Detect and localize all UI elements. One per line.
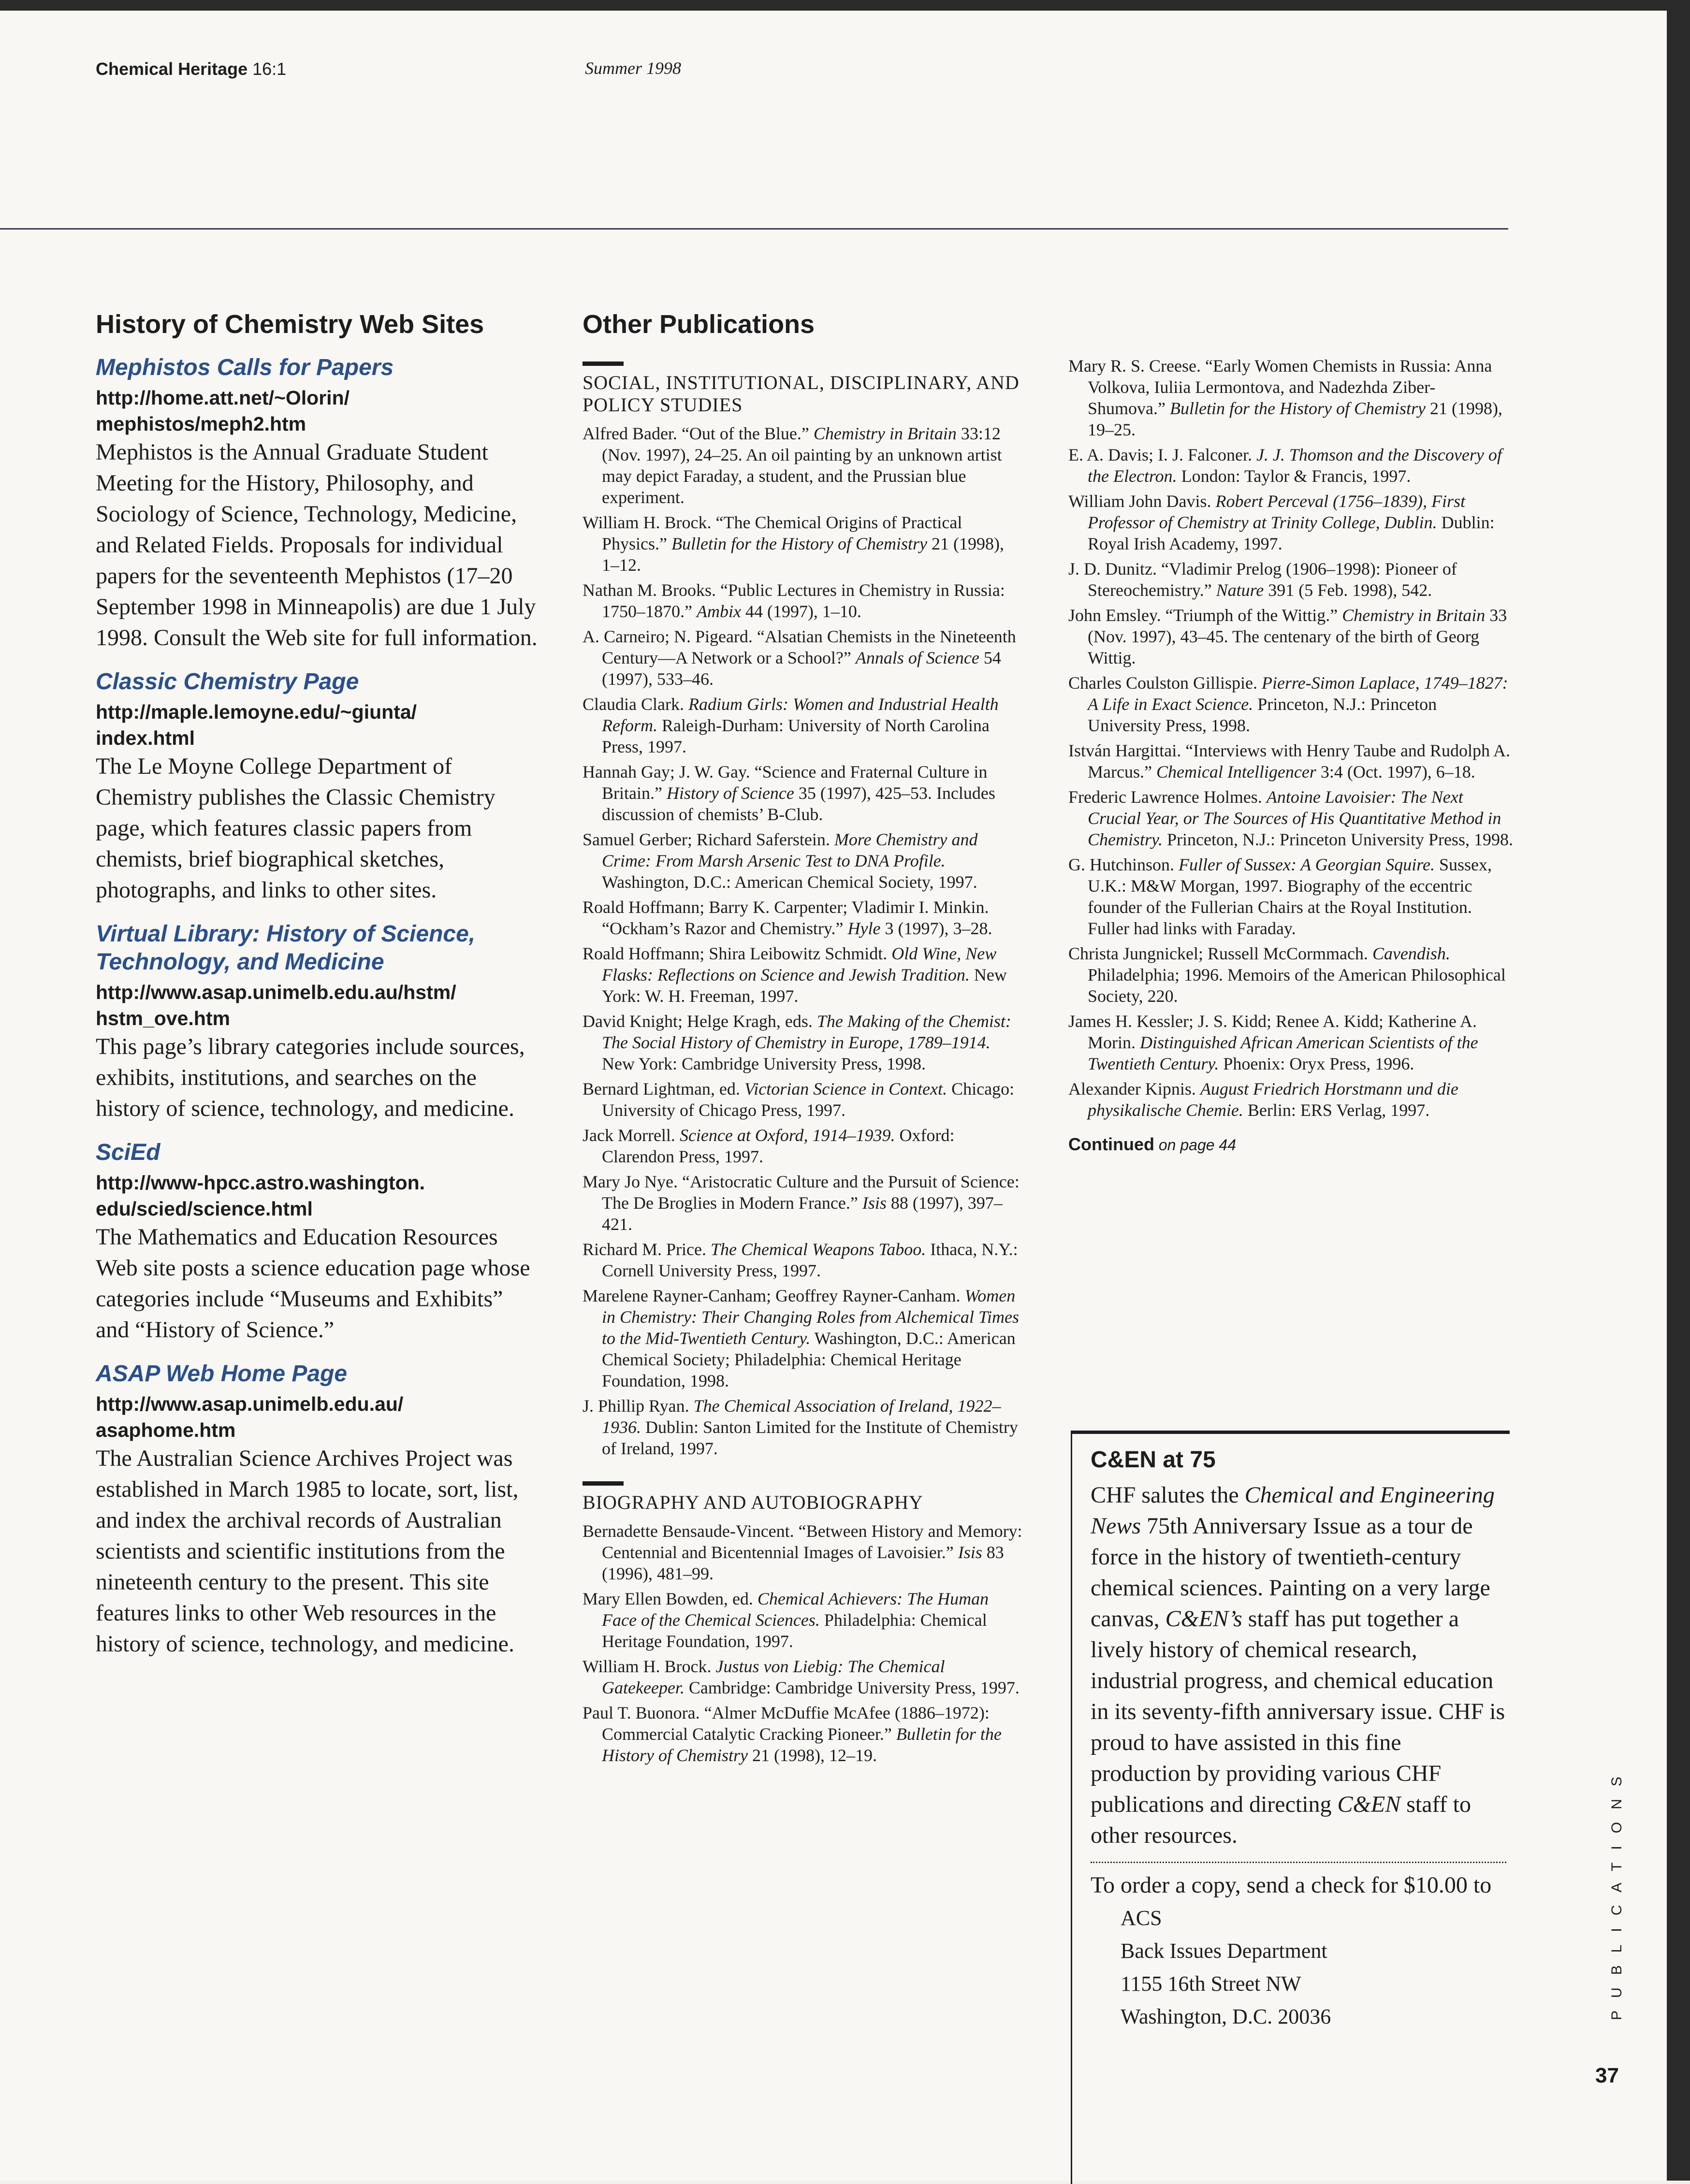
- citation-work-title: Victorian Science in Context.: [744, 1079, 947, 1099]
- citation-details: 21 (1998), 19–25.: [1088, 399, 1502, 439]
- citation-article-title: “Early Women Chemists in Russia: Anna Volkova, Iuliia Lermontova, and Nadezhda Ziber-Shumova.”: [1088, 356, 1492, 418]
- citation-entry: [583, 626, 1022, 690]
- citation-author: David Knight; Helge Kragh, eds.: [583, 1012, 817, 1031]
- citation-work-title: Chemical Intelligencer: [1156, 762, 1316, 781]
- site-description: The Mathematics and Education Resources Web site posts a science education page whose categories include “Museums and Exhibits” and “History of Science.”: [96, 1224, 530, 1343]
- citation-work-title: Bulletin for the History of Chemistry: [671, 534, 927, 553]
- dotted-divider: [1091, 1862, 1506, 1863]
- citation-work-title: Chemistry in Britain: [813, 424, 957, 443]
- citation-article-title: “Between History and Memory: Centennial and Bicentennial Images of Lavoisier.”: [602, 1521, 1022, 1562]
- site-url-line: http://maple.lemoyne.edu/~giunta/: [96, 701, 417, 723]
- citation-entry: [583, 1078, 1022, 1121]
- citation-entry: [583, 829, 1022, 893]
- subsection-heading: BIOGRAPHY AND AUTOBIOGRAPHY: [583, 1491, 923, 1513]
- web-sites-heading: History of Chemistry Web Sites: [96, 310, 484, 339]
- order-instructions: To order a copy, send a check for $10.00 to: [1091, 1872, 1492, 1898]
- citation-details: 33:12 (Nov. 1997), 24–25. An oil painting by an unknown artist may depict Faraday, a student, and the Prussian blue experiment.: [602, 424, 1002, 507]
- citation-details: 33 (Nov. 1997), 43–45. The centenary of the birth of Georg Wittig.: [1088, 606, 1507, 667]
- site-url: [96, 1391, 540, 1443]
- citation-article-title: “Almer McDuffie McAfee (1886–1972): Commercial Catalytic Cracking Pioneer.”: [602, 1703, 990, 1744]
- citation-article-title: “Science and Fraternal Culture in Britain.”: [602, 762, 988, 803]
- journal-volume: 16:1: [248, 59, 287, 79]
- citation-article-title: “Ockham’s Razor and Chemistry.”: [602, 919, 848, 938]
- citation-work-title: The Chemical Weapons Taboo.: [710, 1240, 926, 1259]
- citation-author: Bernard Lightman, ed.: [583, 1079, 744, 1099]
- subhead-rule: [583, 1481, 624, 1486]
- citation-details: London: Taylor & Francis, 1997.: [1177, 466, 1411, 486]
- citation-author: Mary R. S. Creese.: [1068, 356, 1205, 376]
- citation-entry: [583, 1239, 1022, 1281]
- site-title: Classic Chemistry Page: [96, 669, 359, 694]
- citation-details: 54 (1997), 533–46.: [602, 648, 1001, 689]
- citation-author: William H. Brock.: [583, 513, 716, 532]
- citation-work-title: Bulletin for the History of Chemistry: [602, 1724, 1002, 1765]
- citation-work-title: Distinguished African American Scientists of the Twentieth Century.: [1088, 1033, 1478, 1073]
- citation-details: Chicago: University of Chicago Press, 1997.: [602, 1079, 1015, 1120]
- citation-work-title: Robert Perceval (1756–1839), First Professor of Chemistry at Trinity College, Dublin.: [1088, 492, 1466, 532]
- continued-label: Continued: [1068, 1134, 1154, 1154]
- subhead-rule: [583, 362, 624, 366]
- address-line: 1155 16th Street NW: [1121, 1972, 1301, 1996]
- box-text-2: 75th Anniversary Issue as a tour de force in the history of twentieth-century chemical sciences. Painting on a very large canvas,: [1091, 1513, 1490, 1632]
- box-text-3: staff has put together a lively history of chemical research, industrial progress, and chemical education in its seventy-fifth anniversary issue. CHF is proud to have assisted in this fine production by providing various CHF publications and directing: [1091, 1606, 1505, 1817]
- site-title: Mephistos Calls for Papers: [96, 355, 394, 380]
- box-text-4: staff to other resources.: [1091, 1792, 1471, 1848]
- citation-details: 44 (1997), 1–10.: [741, 602, 861, 621]
- citation-details: Oxford: Clarendon Press, 1997.: [602, 1126, 955, 1166]
- site-url-line: http://www.asap.unimelb.edu.au/: [96, 1393, 404, 1415]
- citation-author: Samuel Gerber; Richard Saferstein.: [583, 830, 834, 849]
- citation-author: G. Hutchinson.: [1068, 855, 1179, 874]
- citation-author: Nathan M. Brooks.: [583, 580, 720, 600]
- citation-author: William H. Brock.: [583, 1657, 716, 1676]
- site-url-line: http://www.asap.unimelb.edu.au/hstm/: [96, 981, 456, 1003]
- citation-details: 3:4 (Oct. 1997), 6–18.: [1316, 762, 1475, 781]
- side-label-text: PUBLICATIONS: [1609, 1764, 1625, 2020]
- citation-author: Frederic Lawrence Holmes.: [1068, 787, 1267, 807]
- citation-work-title: Women in Chemistry: Their Changing Roles from Alchemical Times to the Mid-Twentieth Century.: [602, 1286, 1019, 1348]
- box-text-3-italic: C&EN: [1337, 1792, 1401, 1817]
- citation-author: E. A. Davis; I. J. Falconer.: [1068, 445, 1256, 464]
- mailing-address: [1072, 1904, 1510, 2031]
- citation-entry: [583, 1125, 1022, 1167]
- citation-details: 391 (5 Feb. 1998), 542.: [1264, 580, 1432, 600]
- citation-author: Christa Jungnickel; Russell McCormmach.: [1068, 944, 1372, 963]
- citation-author: Mary Ellen Bowden, ed.: [583, 1589, 758, 1608]
- citation-details: Washington, D.C.: American Chemical Society; Philadelphia: Chemical Heritage Foundation, 1998.: [602, 1329, 1016, 1390]
- publications-continued-column: [1068, 355, 1513, 1155]
- citation-author: J. Phillip Ryan.: [583, 1396, 694, 1416]
- citation-entry: [583, 423, 1022, 508]
- citation-entry: [583, 694, 1022, 757]
- side-section-label: [1604, 1759, 1633, 2020]
- site-url-line: asaphome.htm: [96, 1419, 236, 1441]
- site-description: Mephistos is the Annual Graduate Student Meeting for the History, Philosophy, and Sociology of Science, Technology, Medicine, and Related Fields. Proposals for individual papers for the seventeenth Mephistos (17–20 September 1998 in Minneapolis) are due 1 July 1998. Consult the Web site for full information.: [96, 439, 538, 651]
- citation-entry: [583, 512, 1022, 576]
- continued-note: [1068, 1134, 1513, 1155]
- citation-article-title: “Vladimir Prelog (1906–1998): Pioneer of Stereochemistry.”: [1088, 559, 1457, 600]
- citation-article-title: “Out of the Blue.”: [681, 424, 814, 443]
- page-number: 37: [1595, 2064, 1619, 2087]
- citation-entry: [1068, 943, 1513, 1007]
- box-text-1-italic: Chemical and Engineering News: [1091, 1482, 1495, 1539]
- site-url-line: http://www-hpcc.astro.washington.: [96, 1172, 425, 1194]
- citation-author: Richard M. Price.: [583, 1240, 711, 1259]
- scan-right-edge: [1667, 0, 1690, 2181]
- citation-details: Ithaca, N.Y.: Cornell University Press, 1997.: [602, 1240, 1018, 1280]
- site-description: This page’s library categories include sources, exhibits, institutions, and searches on the history of science, technology, and medicine.: [96, 1034, 525, 1121]
- citation-entry: [1068, 558, 1513, 601]
- box-body: [1091, 1480, 1506, 1851]
- web-sites-column: [96, 309, 540, 1660]
- web-sites-list: [96, 354, 540, 1660]
- citation-details: Princeton, N.J.: Princeton University Press, 1998.: [1088, 694, 1437, 735]
- citation-entry: [1068, 1078, 1513, 1121]
- citation-details: 3 (1997), 3–28.: [880, 919, 992, 938]
- address-line: ACS: [1121, 1906, 1162, 1930]
- citation-author: Paul T. Buonora.: [583, 1703, 704, 1722]
- box-text-2-italic: C&EN’s: [1165, 1606, 1242, 1632]
- citation-author: Alexander Kipnis.: [1068, 1079, 1200, 1099]
- citation-entry: [583, 1656, 1022, 1698]
- other-publications-column: [583, 309, 1022, 1770]
- citation-article-title: “Interviews with Henry Taube and Rudolph A. Marcus.”: [1088, 741, 1510, 781]
- site-url: [96, 979, 540, 1031]
- citation-details: Philadelphia; 1996. Memoirs of the American Philosophical Society, 220.: [1088, 965, 1506, 1006]
- site-title: SciEd: [96, 1140, 160, 1165]
- citation-entry: [583, 1588, 1022, 1652]
- citation-author: Marelene Rayner-Canham; Geoffrey Rayner-Canham.: [583, 1286, 965, 1305]
- citation-work-title: Hyle: [847, 919, 881, 938]
- site-title: ASAP Web Home Page: [96, 1361, 348, 1387]
- citation-work-title: Chemistry in Britain: [1342, 606, 1486, 625]
- citation-work-title: The Chemical Association of Ireland, 1922–1936.: [602, 1396, 1001, 1437]
- citation-entry: [1068, 740, 1513, 782]
- citation-work-title: Justus von Liebig: The Chemical Gatekeeper.: [602, 1657, 945, 1697]
- citation-details: Sussex, U.K.: M&W Morgan, 1997. Biography of the eccentric founder of the Fullerian Chairs at the Royal Institution. Fuller had links with Faraday.: [1088, 855, 1492, 938]
- citation-work-title: Isis: [862, 1193, 887, 1213]
- citation-work-title: Nature: [1216, 580, 1264, 600]
- citation-entry: [1068, 605, 1513, 668]
- citation-entry: [583, 1011, 1022, 1074]
- subsection-heading: SOCIAL, INSTITUTIONAL, DISCIPLINARY, AND POLICY STUDIES: [583, 372, 1020, 416]
- citation-details: Princeton, N.J.: Princeton University Press, 1998.: [1163, 830, 1513, 849]
- citation-work-title: Ambix: [696, 602, 741, 621]
- running-header-date: Summer 1998: [585, 58, 681, 78]
- site-url: [96, 699, 540, 751]
- citation-work-title: Cavendish.: [1372, 944, 1450, 963]
- box-text-1: CHF salutes the: [1091, 1482, 1245, 1508]
- citation-author: William John Davis.: [1068, 492, 1216, 511]
- citation-entry: [1068, 444, 1513, 487]
- citation-entry: [1068, 786, 1513, 850]
- address-line: Washington, D.C. 20036: [1121, 2005, 1331, 2028]
- citation-entry: [583, 1395, 1022, 1459]
- citation-details: 83 (1996), 481–99.: [602, 1543, 1004, 1583]
- citation-article-title: “Public Lectures in Chemistry in Russia: 1750–1870.”: [602, 580, 1005, 621]
- citation-author: Jack Morrell.: [583, 1126, 680, 1145]
- citation-work-title: Science at Oxford, 1914–1939.: [679, 1126, 895, 1145]
- site-url-line: mephistos/meph2.htm: [96, 413, 306, 435]
- citation-work-title: Pierre-Simon Laplace, 1749–1827: A Life in Exact Science.: [1088, 673, 1508, 714]
- citation-details: 35 (1997), 425–53. Includes discussion of chemists’ B-Club.: [602, 783, 995, 824]
- citation-entry: [583, 579, 1022, 622]
- citation-work-title: The Making of the Chemist: The Social History of Chemistry in Europe, 1789–1914.: [602, 1012, 1011, 1052]
- citation-author: James H. Kessler; J. S. Kidd; Renee A. Kidd; Katherine A. Morin.: [1068, 1012, 1477, 1052]
- citation-entry: [583, 1171, 1022, 1235]
- biography-entries-continued: [1068, 355, 1513, 1121]
- site-title: Virtual Library: History of Science, Technology, and Medicine: [96, 921, 476, 975]
- citation-author: Mary Jo Nye.: [583, 1172, 682, 1191]
- citation-details: Raleigh-Durham: University of North Carolina Press, 1997.: [602, 716, 990, 756]
- citation-details: Phoenix: Oryx Press, 1996.: [1219, 1054, 1414, 1073]
- site-description: The Australian Science Archives Project was established in March 1985 to locate, sort, list, and index the archival records of Australian scientists and scientific institutions from the nineteenth century to the present. This site features links to other Web resources in the history of science, technology, and medicine.: [96, 1446, 519, 1657]
- citation-author: John Emsley.: [1068, 606, 1166, 625]
- citation-author: J. D. Dunitz.: [1068, 559, 1161, 579]
- citation-work-title: History of Science: [666, 783, 794, 803]
- citation-details: Cambridge: Cambridge University Press, 1997.: [684, 1678, 1020, 1697]
- citation-details: 88 (1997), 397–421.: [602, 1193, 1003, 1234]
- citation-details: 21 (1998), 12–19.: [748, 1746, 877, 1765]
- citation-article-title: “Alsatian Chemists in the Nineteenth Century—A Network or a School?”: [602, 627, 1016, 667]
- publication-sections: [583, 362, 1022, 1766]
- citation-entry: [583, 1285, 1022, 1391]
- site-url: [96, 385, 540, 437]
- citation-author: Hannah Gay; J. W. Gay.: [583, 762, 755, 781]
- citation-work-title: Bulletin for the History of Chemistry: [1169, 399, 1426, 418]
- citation-work-title: Chemical Achievers: The Human Face of the Chemical Sciences.: [602, 1589, 989, 1630]
- citation-details: Washington, D.C.: American Chemical Society, 1997.: [602, 872, 977, 892]
- citation-entry: [583, 1702, 1022, 1766]
- citation-article-title: “Aristocratic Culture and the Pursuit of Science: The De Broglies in Modern France.”: [602, 1172, 1020, 1213]
- citation-entry: [1068, 355, 1513, 440]
- citation-details: Dublin: Royal Irish Academy, 1997.: [1088, 513, 1495, 553]
- site-url-line: http://home.att.net/~Olorin/: [96, 387, 350, 409]
- citation-work-title: Radium Girls: Women and Industrial Health Reform.: [602, 694, 999, 735]
- citation-entry: [583, 1520, 1022, 1584]
- citation-author: A. Carneiro; N. Pigeard.: [583, 627, 757, 646]
- journal-name: Chemical Heritage: [96, 59, 248, 79]
- citation-author: Claudia Clark.: [583, 694, 688, 714]
- citation-article-title: “The Chemical Origins of Practical Physics.”: [602, 513, 962, 553]
- citation-author: Charles Coulston Gillispie.: [1068, 673, 1262, 693]
- address-line: Back Issues Department: [1121, 1939, 1327, 1963]
- scan-top-edge: [0, 0, 1690, 11]
- citation-entry: [583, 761, 1022, 825]
- citation-details: Dublin: Santon Limited for the Institute of Chemistry of Ireland, 1997.: [602, 1417, 1018, 1458]
- header-rule: [0, 228, 1508, 230]
- citation-author: Roald Hoffmann; Shira Leibowitz Schmidt.: [583, 944, 892, 963]
- running-header-journal: [96, 59, 286, 79]
- citation-work-title: Fuller of Sussex: A Georgian Squire.: [1179, 855, 1435, 874]
- citation-details: Philadelphia: Chemical Heritage Foundation, 1997.: [602, 1610, 987, 1651]
- citation-author: Alfred Bader.: [583, 424, 682, 443]
- citation-work-title: August Friedrich Horstmann und die physikalische Chemie.: [1088, 1079, 1458, 1120]
- citation-entry: [583, 897, 1022, 939]
- citation-entry: [1068, 491, 1513, 554]
- citation-author: Bernadette Bensaude-Vincent.: [583, 1521, 799, 1541]
- citation-details: New York: W. H. Freeman, 1997.: [602, 965, 1007, 1006]
- citation-details: Berlin: ERS Verlag, 1997.: [1243, 1100, 1430, 1120]
- citation-author: Roald Hoffmann; Barry K. Carpenter; Vladimir I. Minkin.: [583, 897, 989, 917]
- citation-details: 21 (1998), 1–12.: [602, 534, 1004, 575]
- cen-at-75-box: [1071, 1431, 1510, 2184]
- continued-page: on page 44: [1154, 1136, 1237, 1154]
- citation-entry: [1068, 672, 1513, 736]
- other-publications-heading: Other Publications: [583, 310, 815, 339]
- site-url-line: hstm_ove.htm: [96, 1007, 230, 1029]
- site-url-line: edu/scied/science.html: [96, 1198, 313, 1220]
- box-title: C&EN at 75: [1091, 1447, 1216, 1473]
- site-url: [96, 1170, 540, 1222]
- citation-entry: [1068, 1011, 1513, 1074]
- citation-details: New York: Cambridge University Press, 1998.: [602, 1054, 926, 1073]
- citation-work-title: Annals of Science: [855, 648, 979, 667]
- citation-work-title: Antoine Lavoisier: The Next Crucial Year, or The Sources of His Quantitative Method in Chemistry.: [1088, 787, 1501, 849]
- citation-entry: [1068, 854, 1513, 939]
- citation-work-title: Old Wine, New Flasks: Reflections on Science and Jewish Tradition.: [602, 944, 997, 984]
- citation-work-title: J. J. Thomson and the Discovery of the Electron.: [1088, 445, 1502, 486]
- citation-entry: [583, 943, 1022, 1007]
- citation-article-title: “Triumph of the Wittig.”: [1165, 606, 1342, 625]
- citation-author: István Hargittai.: [1068, 741, 1186, 760]
- citation-work-title: More Chemistry and Crime: From Marsh Arsenic Test to DNA Profile.: [602, 830, 978, 870]
- citation-work-title: Isis: [958, 1543, 982, 1562]
- site-description: The Le Moyne College Department of Chemistry publishes the Classic Chemistry page, which features classic papers from chemists, brief biographical sketches, photographs, and links to other sites.: [96, 753, 495, 903]
- site-url-line: index.html: [96, 727, 195, 749]
